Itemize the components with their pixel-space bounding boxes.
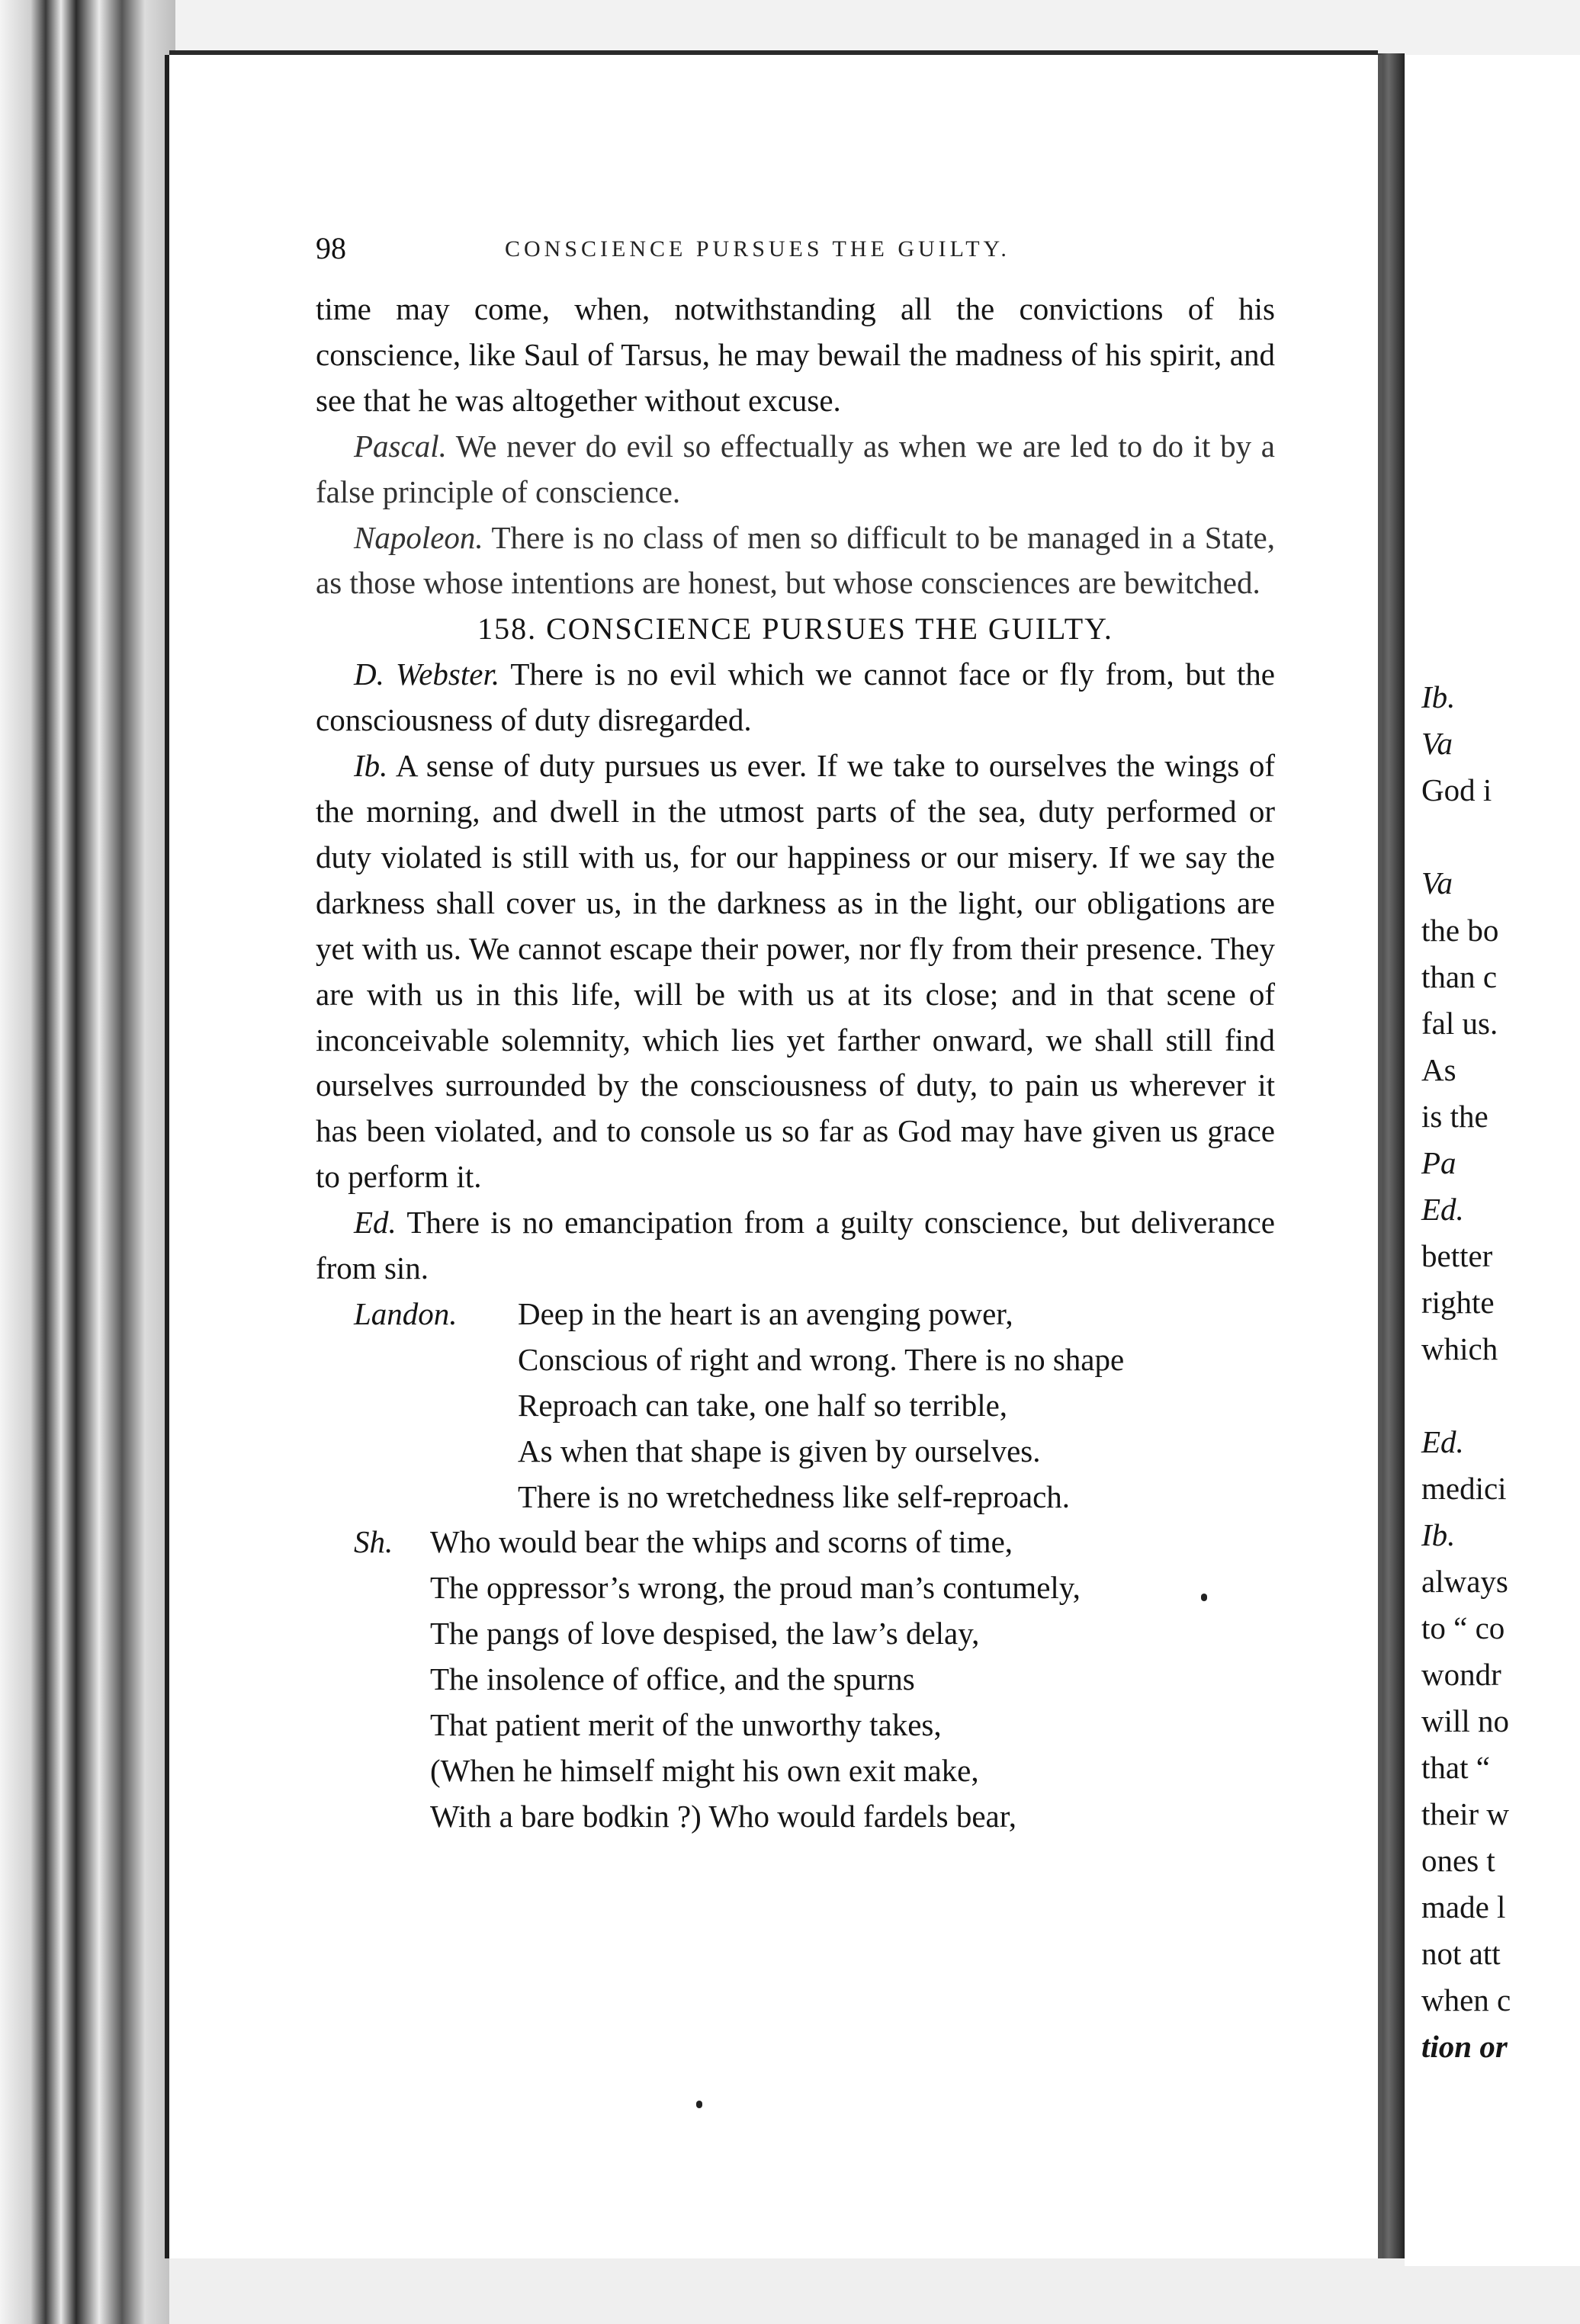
verse-line: With a bare bodkin ?) Who would fardels bear, bbox=[430, 1798, 1016, 1834]
scan-bottom-edge bbox=[169, 2258, 1580, 2324]
author-ed: Ed. bbox=[354, 1205, 397, 1241]
quote-ib bbox=[316, 743, 1275, 1200]
next-page-fragment: when c bbox=[1421, 1982, 1511, 2017]
verse-line: Who would bear the whips and scorns of time, bbox=[430, 1524, 1013, 1560]
quote-napoleon bbox=[316, 515, 1275, 607]
verse-line: That patient merit of the unworthy takes, bbox=[430, 1707, 942, 1743]
quote-webster-text: There is no evil which we cannot face or fly from, but the consciousness of duty disregarded. bbox=[316, 656, 1276, 738]
next-page-fragment: As bbox=[1421, 1052, 1456, 1087]
next-page-fragment: righte bbox=[1421, 1285, 1495, 1320]
quote-pascal bbox=[316, 424, 1275, 515]
author-sh: Sh. bbox=[354, 1524, 393, 1560]
ink-speck bbox=[696, 2101, 702, 2108]
running-title: CONSCIENCE PURSUES THE GUILTY. bbox=[505, 236, 1010, 262]
author-napoleon: Napoleon. bbox=[354, 519, 483, 555]
verse-line: Conscious of right and wrong. There is no shape bbox=[518, 1341, 1125, 1377]
verse-line: As when that shape is given by ourselves. bbox=[518, 1433, 1041, 1469]
author-landon: Landon. bbox=[354, 1295, 458, 1331]
next-page-fragment: than c bbox=[1421, 959, 1498, 994]
next-page-fragment: not att bbox=[1421, 1936, 1501, 1971]
verse-landon-lines bbox=[518, 1292, 1124, 1520]
next-page-edge bbox=[1405, 55, 1580, 2266]
next-page-fragment: is the bbox=[1421, 1099, 1488, 1134]
next-page-fragment: ones t bbox=[1421, 1843, 1495, 1878]
next-page-fragment: that “ bbox=[1421, 1750, 1490, 1785]
book-spine bbox=[0, 0, 175, 2324]
left-page bbox=[169, 55, 1378, 2258]
next-page-fragment: the bo bbox=[1421, 913, 1499, 948]
next-page-fragment: to “ co bbox=[1421, 1610, 1505, 1645]
next-page-fragment: medici bbox=[1421, 1471, 1507, 1506]
verse-line: There is no wretchedness like self-reproach. bbox=[518, 1478, 1071, 1514]
paragraph-continuation: time may come, when, notwithstanding all the convictions of his conscience, like Saul of Tarsus, he may bewail the madness of his spirit, and see that he was altogether without excuse. bbox=[316, 291, 1275, 418]
ink-speck bbox=[1201, 1594, 1207, 1601]
page-gutter bbox=[1378, 53, 1405, 2265]
next-page-fragment: Ed. bbox=[1421, 1192, 1464, 1227]
next-page-fragment: tion or bbox=[1421, 2029, 1508, 2064]
next-page-fragment: Ib. bbox=[1421, 1517, 1456, 1552]
next-page-fragment: always bbox=[1421, 1564, 1508, 1599]
next-page-fragment: Ib. bbox=[1421, 679, 1456, 714]
quote-pascal-text: We never do evil so effectually as when we are led to do it by a false principle of conscience. bbox=[316, 428, 1275, 509]
verse-line: The oppressor’s wrong, the proud man’s contumely, bbox=[430, 1570, 1081, 1606]
verse-line: The insolence of office, and the spurns bbox=[430, 1661, 915, 1697]
verse-landon bbox=[316, 1292, 1275, 1520]
next-page-fragment: fal us. bbox=[1421, 1006, 1498, 1041]
next-page-fragment: Ed. bbox=[1421, 1424, 1464, 1459]
next-page-fragment: Pa bbox=[1421, 1145, 1456, 1180]
next-page-fragment: Va bbox=[1421, 865, 1453, 900]
page-number: 98 bbox=[316, 231, 346, 265]
next-page-fragment: their w bbox=[1421, 1796, 1509, 1831]
section-heading: 158. CONSCIENCE PURSUES THE GUILTY. bbox=[477, 611, 1113, 647]
author-pascal: Pascal. bbox=[354, 428, 447, 464]
author-ib: Ib. bbox=[354, 748, 388, 784]
next-page-fragment: which bbox=[1421, 1331, 1498, 1366]
next-page-fragment: will no bbox=[1421, 1703, 1510, 1738]
verse-sh-lines bbox=[430, 1520, 1081, 1839]
quote-webster bbox=[316, 652, 1275, 743]
next-page-fragment: Va bbox=[1421, 726, 1453, 761]
quote-ib-text: A sense of duty pursues us ever. If we take to ourselves the wings of the morning, and dwell in the utmost parts of the sea, duty performed or duty violated is still with us, for our happiness or our misery. If we say the darkness shall cover us, in the darkness as in the light, our obligations are yet with us. We cannot escape their power, nor fly from their presence. They are with us in this life, will be with us at its close; and in that scene of inconceivable solemnity, which lies yet farther onward, we shall still find ourselves surrounded by the consciousness of duty, to pain us wherever it has been violated, and to console us so far as God may have given us grace to perform it. bbox=[316, 748, 1275, 1195]
verse-line: (When he himself might his own exit make, bbox=[430, 1753, 979, 1788]
next-page-fragment: better bbox=[1421, 1238, 1493, 1273]
quote-ed-text: There is no emancipation from a guilty conscience, but deliverance from sin. bbox=[316, 1205, 1275, 1286]
verse-line: Deep in the heart is an avenging power, bbox=[518, 1295, 1013, 1331]
quote-ed bbox=[316, 1200, 1275, 1292]
next-page-fragment: God i bbox=[1421, 772, 1492, 807]
verse-line: Reproach can take, one half so terrible, bbox=[518, 1387, 1008, 1423]
verse-sh bbox=[316, 1520, 1275, 1839]
page-body bbox=[316, 287, 1275, 1840]
next-page-fragment: made l bbox=[1421, 1889, 1506, 1924]
author-webster: D. Webster. bbox=[354, 656, 500, 692]
quote-napoleon-text: There is no class of men so difficult to be managed in a State, as those whose intentions are honest, but whose consciences are bewitched. bbox=[316, 519, 1275, 601]
verse-line: The pangs of love despised, the law’s delay, bbox=[430, 1616, 980, 1652]
running-header bbox=[169, 230, 1313, 276]
next-page-fragment: wondr bbox=[1421, 1657, 1501, 1692]
